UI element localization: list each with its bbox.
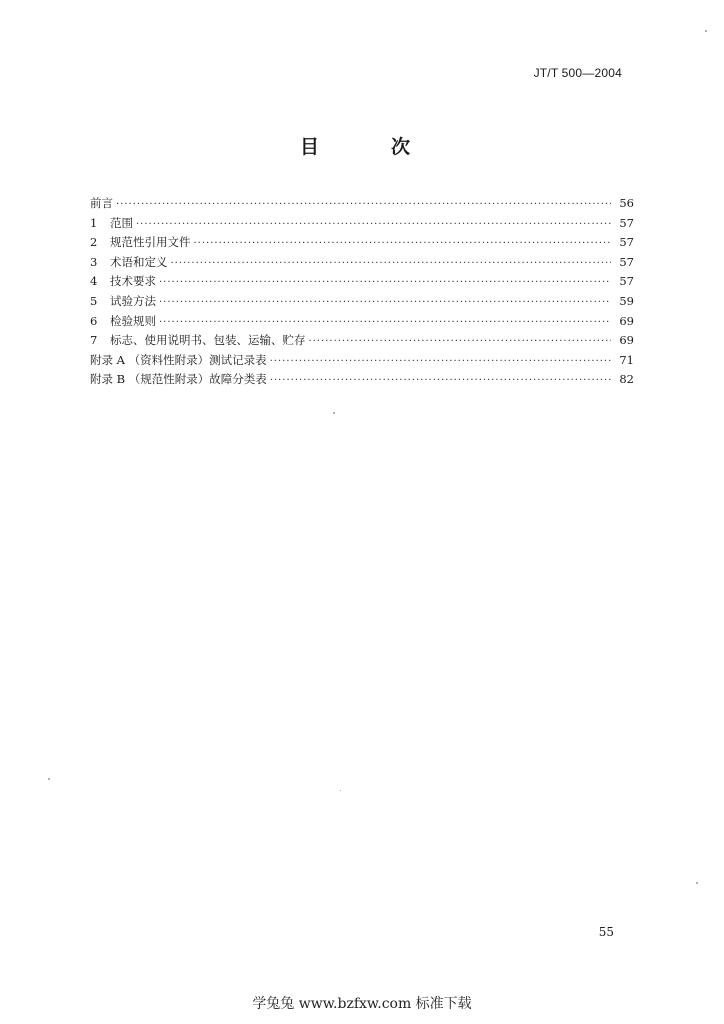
dot-leader: [159, 313, 611, 333]
scan-speck: [340, 790, 341, 791]
toc-entry-number: 1: [90, 215, 98, 230]
toc-entry-label: 规范性引用文件: [110, 235, 191, 250]
toc-entry-page: 82: [619, 372, 634, 387]
toc-entry-label: 试验方法: [110, 293, 156, 308]
dot-leader: [270, 371, 611, 391]
toc-entry-label: 检验规则: [110, 313, 156, 328]
table-of-contents: [90, 194, 634, 390]
scan-speck: [48, 778, 50, 780]
toc-entry-normative-references[interactable]: [90, 233, 634, 253]
toc-entry-number: 3: [90, 254, 98, 269]
toc-entry-foreword[interactable]: [90, 194, 634, 214]
toc-entry-scope[interactable]: [90, 214, 634, 234]
watermark-footer: 学兔兔 www.bzfxw.com 标准下载: [252, 996, 472, 1012]
toc-entry-page: 69: [619, 333, 634, 348]
toc-entry-label: 附录 B （规范性附录）故障分类表: [90, 372, 267, 387]
dot-leader: [116, 195, 611, 215]
toc-entry-page: 57: [619, 274, 634, 289]
page-number: 55: [598, 925, 614, 939]
dot-leader: [159, 293, 611, 313]
toc-title-char-2: 次: [390, 136, 410, 158]
toc-entry-terms-definitions[interactable]: [90, 253, 634, 273]
document-code: JT/T 500—2004: [533, 66, 622, 80]
toc-entry-label: 前言: [90, 196, 113, 210]
toc-entry-marking-packaging[interactable]: [90, 331, 634, 351]
toc-entry-test-methods[interactable]: [90, 292, 634, 312]
dot-leader: [171, 254, 612, 274]
toc-entry-page: 59: [619, 293, 634, 308]
toc-entry-label: 术语和定义: [110, 254, 168, 269]
toc-entry-page: 71: [619, 352, 634, 367]
toc-entry-label: 技术要求: [110, 274, 156, 289]
dot-leader: [136, 215, 611, 235]
toc-entry-number: 4: [90, 274, 98, 289]
toc-entry-inspection-rules[interactable]: [90, 312, 634, 332]
dot-leader: [159, 273, 611, 293]
toc-title-char-1: 目: [300, 136, 320, 158]
toc-entry-label: 范围: [110, 215, 133, 230]
toc-title: [300, 132, 410, 159]
toc-entry-number: 7: [90, 333, 98, 348]
toc-entry-page: 57: [619, 215, 634, 230]
toc-entry-appendix-b[interactable]: [90, 370, 634, 390]
toc-entry-label: 标志、使用说明书、包装、运输、贮存: [110, 333, 306, 348]
toc-entry-page: 56: [619, 196, 634, 210]
toc-entry-number: 2: [90, 235, 98, 250]
toc-entry-page: 69: [619, 313, 634, 328]
toc-entry-appendix-a[interactable]: [90, 351, 634, 371]
toc-entry-label: 附录 A （资料性附录）测试记录表: [90, 352, 267, 367]
scan-speck: [333, 412, 335, 414]
scan-speck: [696, 882, 698, 884]
dot-leader: [194, 234, 612, 254]
toc-entry-technical-requirements[interactable]: [90, 272, 634, 292]
scan-speck: [705, 30, 707, 32]
dot-leader: [270, 352, 611, 372]
toc-entry-number: 5: [90, 293, 98, 308]
toc-entry-page: 57: [619, 254, 634, 269]
toc-entry-page: 57: [619, 235, 634, 250]
toc-entry-number: 6: [90, 313, 98, 328]
dot-leader: [309, 332, 612, 352]
